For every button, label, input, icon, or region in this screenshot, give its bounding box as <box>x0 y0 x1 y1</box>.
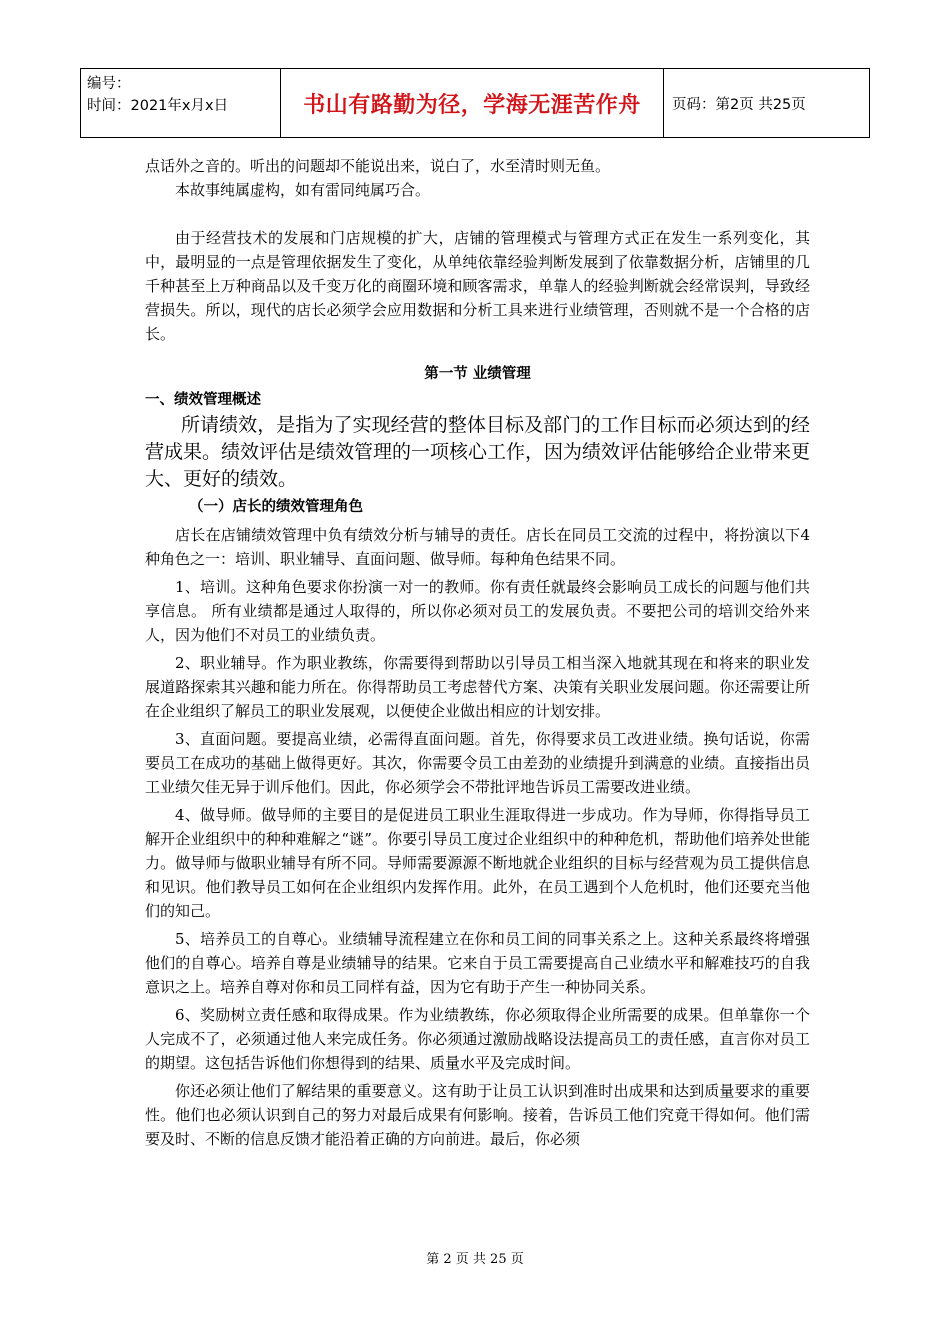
body-paragraph: 店长在店铺绩效管理中负有绩效分析与辅导的责任。店长在同员工交流的过程中，将扮演以下4种角色之一：培训、职业辅导、直面问题、做导师。每种角色结果不同。 <box>145 526 810 568</box>
date-label: 时间：2021年x月x日 <box>87 98 229 114</box>
body-paragraph: 4、做导师。做导师的主要目的是促进员工职业生涯取得进一步成功。作为导师，你得指导员工解开企业组织中的种种难解之“谜”。你要引导员工度过企业组织中的种种危机，帮助他们培养处世能力。做导师与做职业辅导有所不同。导师需要源源不断地就企业组织的目标与经营观为员工提供信息和见识。他们教导员工如何在企业组织内发挥作用。此外，在员工遇到个人危机时，他们还要充当他们的知己。 <box>145 806 810 920</box>
header-page-info: 页码：第2页 共25页 <box>672 96 806 113</box>
body-paragraph: 6、奖励树立责任感和取得成果。作为业绩教练，你必须取得企业所需要的成果。但单靠你一个人完成不了，必须通过他人来完成任务。你必须通过激励战略设法提高员工的责任感，直言你对员工的期望。这包括告诉他们你想得到的结果、质量水平及完成时间。 <box>145 1006 810 1072</box>
body-paragraph: 1、培训。这种角色要求你扮演一对一的教师。你有责任就最终会影响员工成长的问题与他们共享信息。 所有业绩都是通过人取得的，所以你必须对员工的发展负责。不要把公司的培训交给外来人，因为他们不对员工的业绩负责。 <box>145 578 810 644</box>
heading-overview: 一、绩效管理概述 <box>145 392 261 408</box>
section-title: 第一节 业绩管理 <box>424 366 531 382</box>
page-footer: 第 2 页 共 25 页 <box>426 1252 524 1267</box>
body-paragraph: 5、培养员工的自尊心。业绩辅导流程建立在你和员工间的同事关系之上。这种关系最终将增强他们的自尊心。培养自尊是业绩辅导的结果。它来自于员工需要提高自己业绩水平和解难技巧的自我意识之上。培养自尊对你和员工同样有益，因为它有助于产生一种协同关系。 <box>145 930 810 996</box>
lead-paragraph: 所请绩效，是指为了实现经营的整体目标及部门的工作目标而必须达到的经营成果。绩效评估是绩效管理的一项核心工作，因为绩效评估能够给企业带来更大、更好的绩效。 <box>145 414 811 490</box>
header-left-cell <box>81 69 281 137</box>
body-paragraph: 你还必须让他们了解结果的重要意义。这有助于让员工认识到准时出成果和达到质量要求的重要性。他们也必须认识到自己的努力对最后成果有何影响。接着，告诉员工他们究竟干得如何。他们需要及时、不断的信息反馈才能沿着正确的方向前进。最后，你必须 <box>145 1082 810 1148</box>
code-label: 编号： <box>87 76 131 92</box>
intro-paragraph-3: 由于经营技术的发展和门店规模的扩大，店铺的管理模式与管理方式正在发生一系列变化，其中，最明显的一点是管理依据发生了变化，从单纯依靠经验判断发展到了依靠数据分析，店铺里的几千种甚至上万种商品以及千变万化的商圈环境和顾客需求，单靠人的经验判断就会经常误判，导致经营损失。所以，现代的店长必须学会应用数据和分析工具来进行业绩管理，否则就不是一个合格的店长。 <box>145 229 810 343</box>
page-header <box>80 68 870 138</box>
body-paragraph: 3、直面问题。要提高业绩，必需得直面问题。首先，你得要求员工改进业绩。换句话说，你需要员工在成功的基础上做得更好。其次，你需要令员工由差劲的业绩提升到满意的业绩。直接指出员工业绩欠佳无异于训斥他们。因此，你必须学会不带批评地告诉员工需要改进业绩。 <box>145 730 810 796</box>
heading-manager-role: （一）店长的绩效管理角色 <box>189 499 363 515</box>
intro-paragraph-1: 点话外之音的。听出的问题却不能说出来，说白了，水至清时则无鱼。 <box>145 157 611 175</box>
intro-paragraph-2: 本故事纯属虚构，如有雷同纯属巧合。 <box>175 181 431 199</box>
body-paragraph: 2、职业辅导。作为职业教练，你需要得到帮助以引导员工相当深入地就其现在和将来的职业发展道路探索其兴趣和能力所在。你得帮助员工考虑替代方案、决策有关职业发展问题。你还需要让所在企业组织了解员工的职业发展观，以便使企业做出相应的计划安排。 <box>145 654 810 720</box>
document-body <box>145 154 810 1151</box>
header-motto: 书山有路勤为径，学海无涯苦作舟 <box>281 69 664 137</box>
